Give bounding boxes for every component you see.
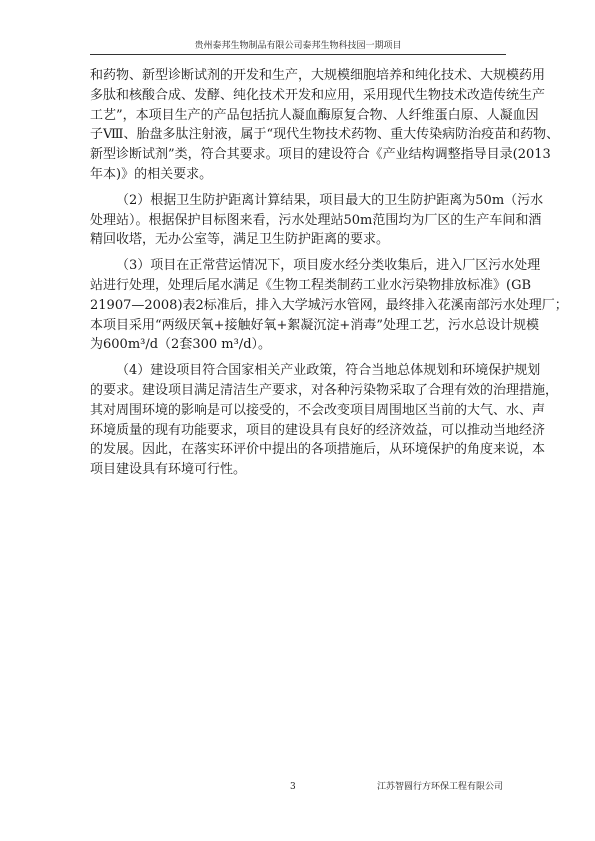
page-header: 贵州泰邦生物制品有限公司泰邦生物科技园一期项目 bbox=[194, 41, 402, 51]
body-line: （2）根据卫生防护距离计算结果，项目最大的卫生防护距离为50m（污水 bbox=[116, 192, 544, 208]
body-line: 多肽和核酸合成、发酵、纯化技术开发和应用，采用现代生物技术改造传统生产 bbox=[90, 87, 546, 103]
body-line: 工艺”，本项目生产的产品包括抗人凝血酶原复合物、人纤维蛋白原、人凝血因 bbox=[90, 107, 539, 123]
body-line: 新型诊断试剂”类，符合其要求。项目的建设符合《产业结构调整指导目录(2013 bbox=[90, 147, 551, 163]
body-line: 站进行处理，处理后尾水满足《生物工程类制药工业水污染物排放标准》(GB bbox=[90, 277, 532, 293]
body-line: 为600m³/d（2套300 m³/d）。 bbox=[90, 337, 272, 353]
body-line: 项目建设具有环境可行性。 bbox=[90, 462, 247, 478]
body-line: （4）建设项目符合国家相关产业政策，符合当地总体规划和环境保护规划 bbox=[116, 363, 541, 379]
body-line: 21907—2008)表2标准后，排入大学城污水管网，最终排入花溪南部污水处理厂； bbox=[90, 297, 568, 313]
body-line: 环境质量的现有功能要求，项目的建设具有良好的经济效益，可以推动当地经济 bbox=[90, 422, 546, 438]
body-line: （3）项目在正常营运情况下，项目废水经分类收集后，进入厂区污水处理 bbox=[116, 258, 541, 274]
body-line: 和药物、新型诊断试剂的开发和生产，大规模细胞培养和纯化技术、大规模药用 bbox=[90, 68, 546, 83]
body-line: 处理站）。根据保护目标图来看，污水处理站50m范围均为厂区的生产车间和酒 bbox=[90, 212, 542, 228]
header-rule bbox=[90, 54, 506, 55]
body-line: 的要求。建设项目满足清洁生产要求，对各种污染物采取了合理有效的治理措施， bbox=[90, 382, 559, 398]
body-line: 的发展。因此，在落实环评价中提出的各项措施后，从环境保护的角度来说，本 bbox=[90, 442, 546, 458]
body-line: 子Ⅷ、胎盘多肽注射液，属于“现代生物技术药物、重大传染病防治疫苗和药物、 bbox=[90, 127, 560, 143]
body-text bbox=[90, 66, 568, 480]
body-line: 年本)》的相关要求。 bbox=[90, 166, 213, 182]
body-line: 本项目采用“两级厌氧+接触好氧+絮凝沉淀+消毒”处理工艺，污水总设计规模 bbox=[90, 317, 539, 333]
body-line: 其对周围环境的影响是可以接受的，不会改变项目周围地区当前的大气、水、声 bbox=[90, 402, 546, 418]
body-line: 精回收塔，无办公室等，满足卫生防护距离的要求。 bbox=[90, 232, 390, 248]
page-number: 3 bbox=[290, 782, 296, 792]
footer-company: 江苏智圆行方环保工程有限公司 bbox=[376, 782, 503, 792]
